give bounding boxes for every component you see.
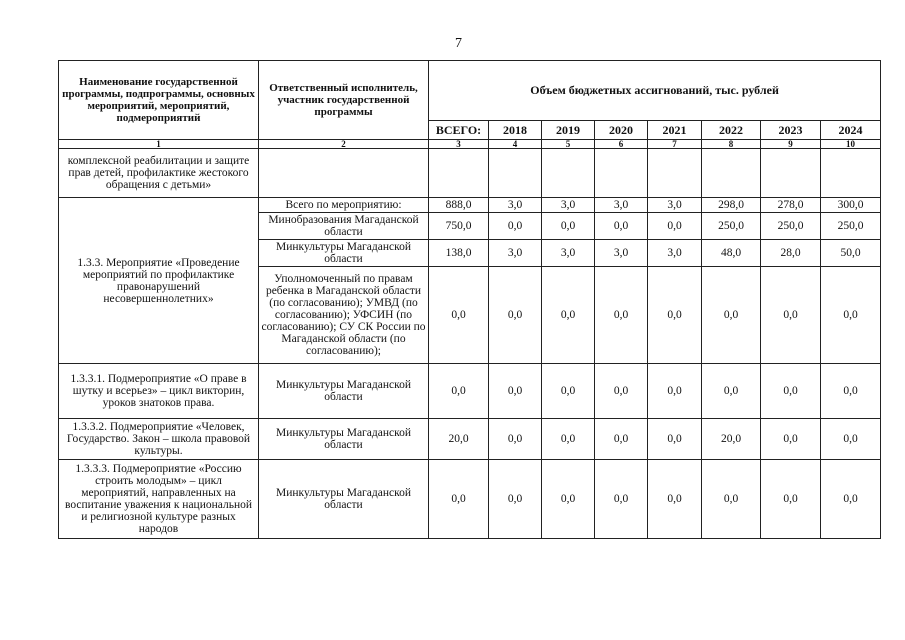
value-cell: 0,0 (595, 460, 648, 539)
executor-cell: Минобразования Магаданской области (259, 213, 429, 240)
value-cell (542, 149, 595, 198)
table-row (59, 460, 881, 539)
header-year: 2023 (761, 120, 821, 139)
page-number: 7 (455, 36, 462, 51)
value-cell: 138,0 (429, 240, 489, 267)
value-cell: 28,0 (761, 240, 821, 267)
value-cell: 3,0 (648, 198, 702, 213)
value-cell: 0,0 (648, 419, 702, 460)
table-row (59, 364, 881, 419)
value-cell (429, 149, 489, 198)
executor-cell: Минкультуры Магаданской области (259, 419, 429, 460)
value-cell: 750,0 (429, 213, 489, 240)
value-cell: 0,0 (648, 213, 702, 240)
value-cell: 0,0 (761, 364, 821, 419)
value-cell: 298,0 (702, 198, 761, 213)
value-cell: 0,0 (542, 364, 595, 419)
value-cell: 3,0 (489, 198, 542, 213)
value-cell: 0,0 (489, 364, 542, 419)
value-cell: 0,0 (821, 267, 881, 364)
value-cell: 0,0 (648, 267, 702, 364)
value-cell: 3,0 (542, 240, 595, 267)
header-executor: Ответственный исполнитель, участник государственной программы (259, 61, 429, 140)
column-number: 8 (702, 140, 761, 149)
header-year: 2024 (821, 120, 881, 139)
value-cell: 0,0 (648, 460, 702, 539)
value-cell: 0,0 (595, 364, 648, 419)
value-cell: 0,0 (702, 364, 761, 419)
header-year: 2021 (648, 120, 702, 139)
table-row (59, 419, 881, 460)
program-name-cell: 1.3.3.3. Подмероприятие «Россию строить молодым» – цикл мероприятий, направленных на воспитание уважения к национальной и религиозной культуре разных народов (59, 460, 259, 539)
value-cell: 278,0 (761, 198, 821, 213)
executor-cell (259, 149, 429, 198)
program-name-cell: комплексной реабилитации и защите прав детей, профилактике жестокого обращения с детьми» (59, 149, 259, 198)
value-cell: 0,0 (429, 364, 489, 419)
value-cell: 0,0 (821, 460, 881, 539)
value-cell: 20,0 (429, 419, 489, 460)
value-cell: 0,0 (702, 460, 761, 539)
value-cell: 0,0 (542, 213, 595, 240)
column-number-row (59, 140, 881, 149)
program-name-cell: 1.3.3. Мероприятие «Проведение мероприятий по профилактике правонарушений несовершеннолетних» (59, 198, 259, 364)
value-cell: 20,0 (702, 419, 761, 460)
value-cell (761, 149, 821, 198)
header-year: 2018 (489, 120, 542, 139)
value-cell: 3,0 (542, 198, 595, 213)
header-year: 2020 (595, 120, 648, 139)
value-cell: 3,0 (489, 240, 542, 267)
value-cell: 0,0 (489, 419, 542, 460)
value-cell: 0,0 (489, 213, 542, 240)
value-cell: 3,0 (595, 240, 648, 267)
column-number: 1 (59, 140, 259, 149)
value-cell: 0,0 (761, 460, 821, 539)
value-cell: 0,0 (648, 364, 702, 419)
header-year: 2022 (702, 120, 761, 139)
value-cell: 0,0 (542, 460, 595, 539)
column-number: 6 (595, 140, 648, 149)
budget-table (58, 60, 881, 539)
value-cell: 0,0 (595, 267, 648, 364)
header-budget: Объем бюджетных ассигнований, тыс. рублей (429, 61, 881, 121)
header-program-name: Наименование государственной программы, подпрограммы, основных мероприятий, мероприятий, подмероприятий (59, 61, 259, 140)
table-row (59, 198, 881, 213)
value-cell: 0,0 (761, 419, 821, 460)
column-number: 3 (429, 140, 489, 149)
header-row (59, 61, 881, 121)
value-cell: 250,0 (761, 213, 821, 240)
value-cell: 888,0 (429, 198, 489, 213)
value-cell (648, 149, 702, 198)
value-cell (702, 149, 761, 198)
value-cell: 0,0 (489, 267, 542, 364)
value-cell: 0,0 (821, 419, 881, 460)
value-cell: 250,0 (821, 213, 881, 240)
executor-cell: Минкультуры Магаданской области (259, 364, 429, 419)
executor-cell: Минкультуры Магаданской области (259, 240, 429, 267)
header-total: ВСЕГО: (429, 120, 489, 139)
value-cell: 0,0 (595, 419, 648, 460)
value-cell: 300,0 (821, 198, 881, 213)
column-number: 4 (489, 140, 542, 149)
value-cell: 0,0 (821, 364, 881, 419)
value-cell: 0,0 (761, 267, 821, 364)
value-cell (821, 149, 881, 198)
value-cell: 0,0 (542, 419, 595, 460)
value-cell: 0,0 (702, 267, 761, 364)
value-cell: 3,0 (648, 240, 702, 267)
value-cell: 3,0 (595, 198, 648, 213)
value-cell: 0,0 (542, 267, 595, 364)
value-cell: 0,0 (595, 213, 648, 240)
value-cell: 48,0 (702, 240, 761, 267)
header-year: 2019 (542, 120, 595, 139)
executor-cell: Уполномоченный по правам ребенка в Магаданской области (по согласованию); УМВД (по согласованию); УФСИН (по согласованию); СУ СК России по Магаданской области (по согласованию); (259, 267, 429, 364)
column-number: 2 (259, 140, 429, 149)
value-cell (595, 149, 648, 198)
program-name-cell: 1.3.3.2. Подмероприятие «Человек, Государство. Закон – школа правовой культуры. (59, 419, 259, 460)
program-name-cell: 1.3.3.1. Подмероприятие «О праве в шутку и всерьез» – цикл викторин, уроков знатоков права. (59, 364, 259, 419)
value-cell (489, 149, 542, 198)
table-row (59, 149, 881, 198)
column-number: 10 (821, 140, 881, 149)
executor-cell: Минкультуры Магаданской области (259, 460, 429, 539)
executor-cell: Всего по мероприятию: (259, 198, 429, 213)
value-cell: 0,0 (429, 267, 489, 364)
column-number: 5 (542, 140, 595, 149)
value-cell: 0,0 (429, 460, 489, 539)
value-cell: 250,0 (702, 213, 761, 240)
value-cell: 0,0 (489, 460, 542, 539)
value-cell: 50,0 (821, 240, 881, 267)
column-number: 9 (761, 140, 821, 149)
column-number: 7 (648, 140, 702, 149)
